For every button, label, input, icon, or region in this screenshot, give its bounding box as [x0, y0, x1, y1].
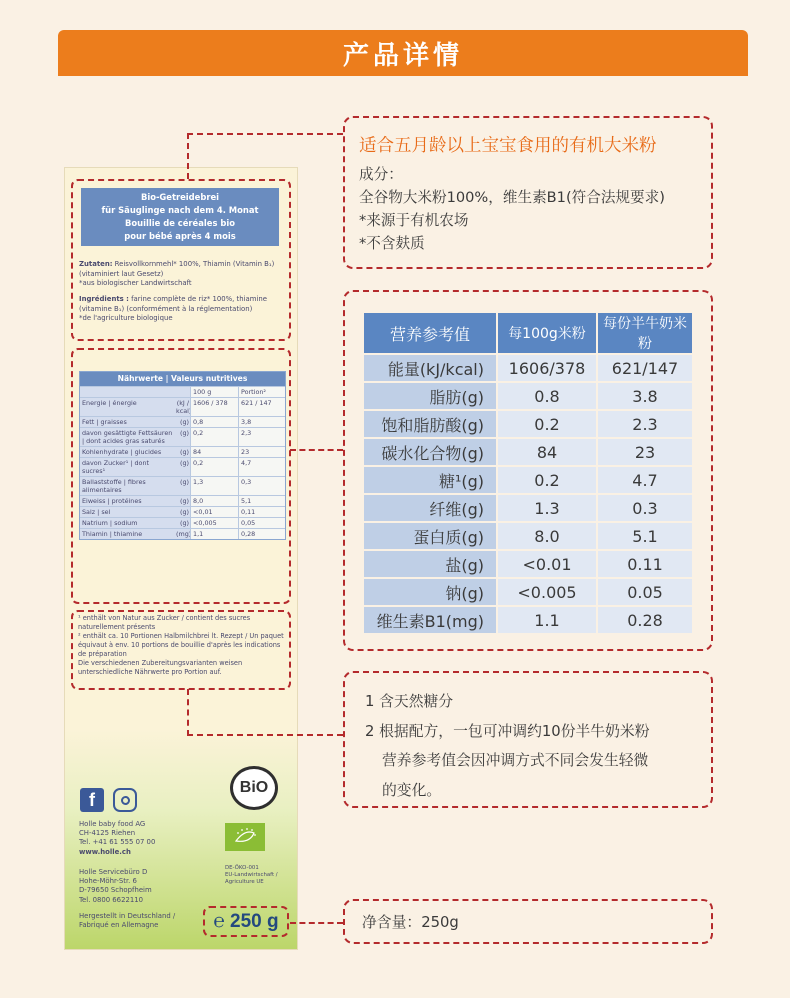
- ingredients-line: 全谷物大米粉100%，维生素B1(符合法规要求): [359, 189, 665, 206]
- note-line: 1 含天然糖分: [365, 693, 454, 710]
- package-nutrition-cell: 23: [238, 447, 285, 457]
- package-title-line: pour bébé après 4 mois: [124, 231, 236, 241]
- value-per-100g: 84: [497, 438, 597, 466]
- footnote: ² enthält ca. 10 Portionen Halbmilchbrei lt. Rezept / Un paquet équivaut à env. 10 portions de bouillie d'après les indications de préparation: [78, 632, 284, 658]
- nt-col: Portion²: [238, 387, 285, 397]
- nutrient-label: 饱和脂肪酸(g): [363, 410, 497, 438]
- address-line: www.holle.ch: [79, 847, 131, 856]
- package-nutrition-row: [80, 476, 285, 495]
- package-nutrition-cell: 0,8: [190, 417, 238, 427]
- ingredients-line: 成分：: [359, 166, 403, 183]
- ingredients-fr-label: Ingrédients :: [79, 295, 129, 303]
- package-nutrition-row: [80, 506, 285, 517]
- ingredients-fr-note: *de l'agriculture biologique: [79, 314, 173, 323]
- package-nutrition-cell: (g): [175, 507, 190, 517]
- nutrient-label: 维生素B1(mg): [363, 606, 497, 634]
- value-per-100g: 0.2: [497, 466, 597, 494]
- address-line: Tel. +41 61 555 07 00: [79, 838, 156, 847]
- package-title: [81, 188, 279, 246]
- connector-line: [187, 133, 343, 179]
- package-nutrition-cell: 1,3: [190, 477, 238, 495]
- made-in: [79, 912, 219, 930]
- package-nutrition-cell: 0,2: [190, 428, 238, 446]
- nutrient-label: 钠(g): [363, 578, 497, 606]
- value-per-100g: 1.3: [497, 494, 597, 522]
- ingredients-panel: [343, 116, 713, 269]
- eu-organic-leaf-logo: [225, 823, 265, 851]
- footnote: ¹ enthält von Natur aus Zucker / contient des sucres naturellement présents: [78, 614, 251, 631]
- package-footnotes: [78, 614, 288, 677]
- package-nutrition-cell: (g): [175, 518, 190, 528]
- package-nutrition-cell: Natrium | sodium: [80, 518, 175, 528]
- package-nutrition-cell: 621 / 147: [238, 398, 285, 416]
- nutrient-label: 能量(kJ/kcal): [363, 354, 497, 382]
- zutaten-text: [79, 260, 284, 289]
- nutrition-panel: [343, 290, 713, 651]
- package-nutrition-cell: (kJ / kcal): [176, 399, 192, 415]
- address-line: Hohe-Möhr-Str. 6: [79, 877, 137, 886]
- notes-panel: [343, 671, 713, 808]
- package-nutrition-cell: 2,3: [238, 428, 285, 446]
- package-nutrition-cell: (g): [175, 428, 190, 446]
- eu-logo-text: EU-Landwirtschaft / Agriculture UE: [225, 872, 278, 885]
- package-nutrition-cell: Salz | sel: [80, 507, 175, 517]
- address-line: CH-4125 Riehen: [79, 829, 136, 838]
- package-nutrition-cell: 1,1: [190, 529, 238, 539]
- connector-line: [290, 922, 343, 924]
- nutrition-row: [363, 578, 693, 606]
- zutaten-label: Zutaten:: [79, 260, 113, 268]
- ingredients-fr-body: farine complète de riz* 100%, thiamine (vitamine B₁) (conformément à la réglementation): [79, 295, 267, 313]
- nutrition-row: [363, 410, 693, 438]
- nutrition-row: [363, 354, 693, 382]
- ingredients-line: *来源于有机农场: [359, 212, 469, 229]
- note-line: 的变化。: [382, 781, 442, 799]
- connector-line: [290, 449, 343, 451]
- package-nutrition-cell: (g): [175, 417, 190, 427]
- value-per-100g: 1.1: [497, 606, 597, 634]
- instagram-icon: [113, 788, 137, 812]
- package-nutrition-cell: Eiweiss | protéines: [80, 496, 175, 506]
- nutrition-row: [363, 438, 693, 466]
- nutrition-row: [363, 606, 693, 634]
- product-package-image: [64, 167, 298, 950]
- package-nutrition-cell: 0,2: [190, 458, 238, 476]
- ingredients-line: *不含麸质: [359, 235, 425, 252]
- nutrition-header-label: 营养参考值: [363, 312, 497, 354]
- eu-logo-caption: [225, 865, 295, 886]
- section-title: 产品详情: [342, 40, 463, 71]
- value-per-100g: 1606/378: [497, 354, 597, 382]
- package-nutrition-cell: <0,01: [190, 507, 238, 517]
- package-nutrition-cell: 1606 / 378: [190, 398, 238, 416]
- footnote: Die verschiedenen Zubereitungsvarianten weisen unterschiedliche Nährwerte pro Portion auf.: [78, 659, 243, 676]
- package-nutrition-row: [80, 528, 285, 539]
- note-line: 2 根据配方，一包可冲调约10份半牛奶米粉: [365, 722, 650, 740]
- package-nutrition-cell: (g): [175, 447, 190, 457]
- package-nutrition-cell: Energie | énergie: [80, 398, 175, 416]
- package-nutrition-cell: 8,0: [190, 496, 238, 506]
- nutrient-label: 蛋白质(g): [363, 522, 497, 550]
- package-nutrition-row: [80, 416, 285, 427]
- net-weight-panel: [343, 899, 713, 944]
- address-line: D-79650 Schopfheim: [79, 886, 152, 895]
- package-nutrition-title: Nährwerte | Valeurs nutritives: [80, 372, 285, 386]
- package-nutrition-cell: (mg): [176, 530, 192, 538]
- package-nutrition-cell: 0,28: [238, 529, 285, 539]
- nutrition-row: [363, 382, 693, 410]
- nutrition-header-per100g: 每100g米粉: [497, 312, 597, 354]
- package-nutrition-cell: <0,005: [190, 518, 238, 528]
- package-nutrition-cell: 0,05: [238, 518, 285, 528]
- value-per-portion: 0.11: [597, 550, 693, 578]
- package-nutrition-row: [80, 495, 285, 506]
- value-per-portion: 23: [597, 438, 693, 466]
- nutrition-table: [362, 311, 694, 635]
- package-net-weight: ℮ 250 g: [203, 906, 289, 937]
- value-per-100g: <0.005: [497, 578, 597, 606]
- package-title-line: Bio-Getreidebrei: [140, 192, 220, 202]
- nt-col: 100 g: [190, 387, 238, 397]
- package-nutrition-cell: davon gesättigte Fettsäuren | dont acides gras saturés: [80, 428, 175, 446]
- value-per-portion: 621/147: [597, 354, 693, 382]
- nutrition-header-row: [363, 312, 693, 354]
- zutaten-body: Reisvollkornmehl* 100%, Thiamin (Vitamin B₁) (vitaminiert laut Gesetz): [79, 260, 275, 278]
- value-per-portion: 5.1: [597, 522, 693, 550]
- company-address: [79, 820, 219, 857]
- value-per-portion: 0.3: [597, 494, 693, 522]
- made-in-line: Hergestellt in Deutschland /: [79, 912, 176, 920]
- nutrient-label: 糖¹(g): [363, 466, 497, 494]
- service-address: [79, 868, 219, 905]
- zutaten-note: *aus biologischer Landwirtschaft: [79, 279, 192, 288]
- nt-col: [80, 387, 175, 397]
- package-nutrition-cell: 3,8: [238, 417, 285, 427]
- package-nutrition-cell: Kohlenhydrate | glucides: [80, 447, 175, 457]
- ingredients-panel-title: 适合五月龄以上宝宝食用的有机大米粉: [359, 136, 657, 156]
- net-weight-text: 净含量：250g: [362, 914, 459, 931]
- value-per-portion: 4.7: [597, 466, 693, 494]
- value-per-100g: 0.8: [497, 382, 597, 410]
- package-nutrition-row: [80, 517, 285, 528]
- value-per-portion: 2.3: [597, 410, 693, 438]
- package-title-line: Bouillie de céréales bio: [125, 218, 235, 228]
- nutrition-row: [363, 550, 693, 578]
- package-nutrition-row: [80, 457, 285, 476]
- package-nutrition-cell: 84: [190, 447, 238, 457]
- nt-col: [175, 387, 190, 397]
- package-nutrition-cell: 0,11: [238, 507, 285, 517]
- package-nutrition-row: [80, 397, 285, 416]
- package-nutrition-cell: 4,7: [238, 458, 285, 476]
- nutrition-row: [363, 522, 693, 550]
- package-nutrition-header: [80, 386, 285, 397]
- package-nutrition-cell: 5,1: [238, 496, 285, 506]
- value-per-100g: 8.0: [497, 522, 597, 550]
- package-nutrition-cell: (g): [175, 496, 190, 506]
- value-per-portion: 0.05: [597, 578, 693, 606]
- package-nutrition-table: [79, 371, 286, 540]
- connector-line: [187, 689, 343, 736]
- value-per-portion: 0.28: [597, 606, 693, 634]
- address-line: Tel. 0800 6622110: [79, 895, 143, 904]
- nutrition-row: [363, 466, 693, 494]
- section-header: [58, 30, 748, 76]
- package-nutrition-cell: 0,3: [238, 477, 285, 495]
- value-per-100g: <0.01: [497, 550, 597, 578]
- eu-logo-code: DE-ÖKO-001: [225, 865, 259, 871]
- package-title-line: für Säuglinge nach dem 4. Monat: [101, 205, 259, 215]
- note-line: 营养参考值会因冲调方式不同会发生轻微: [382, 752, 649, 769]
- facebook-icon: f: [80, 788, 104, 812]
- value-per-portion: 3.8: [597, 382, 693, 410]
- package-nutrition-cell: davon Zucker¹ | dont sucres¹: [80, 458, 175, 476]
- package-nutrition-cell: (g): [175, 458, 190, 476]
- package-nutrition-cell: Thiamin | thiamine: [80, 529, 175, 539]
- package-nutrition-cell: Fett | graisses: [80, 417, 175, 427]
- address-line: Holle baby food AG: [79, 820, 146, 828]
- nutrition-header-portion: 每份半牛奶米粉: [597, 312, 693, 354]
- nutrient-label: 盐(g): [363, 550, 497, 578]
- package-nutrition-cell: Ballaststoffe | fibres alimentaires: [80, 477, 175, 495]
- nutrient-label: 碳水化合物(g): [363, 438, 497, 466]
- made-in-line: Fabriqué en Allemagne: [79, 921, 159, 930]
- package-nutrition-row: [80, 446, 285, 457]
- value-per-100g: 0.2: [497, 410, 597, 438]
- nutrition-row: [363, 494, 693, 522]
- bio-seal-logo: BiO: [230, 766, 278, 810]
- package-nutrition-row: [80, 427, 285, 446]
- ingredients-fr-text: [79, 295, 284, 324]
- nutrient-label: 纤维(g): [363, 494, 497, 522]
- package-nutrition-cell: (g): [175, 477, 190, 495]
- address-line: Holle Servicebüro D: [79, 868, 148, 876]
- nutrient-label: 脂肪(g): [363, 382, 497, 410]
